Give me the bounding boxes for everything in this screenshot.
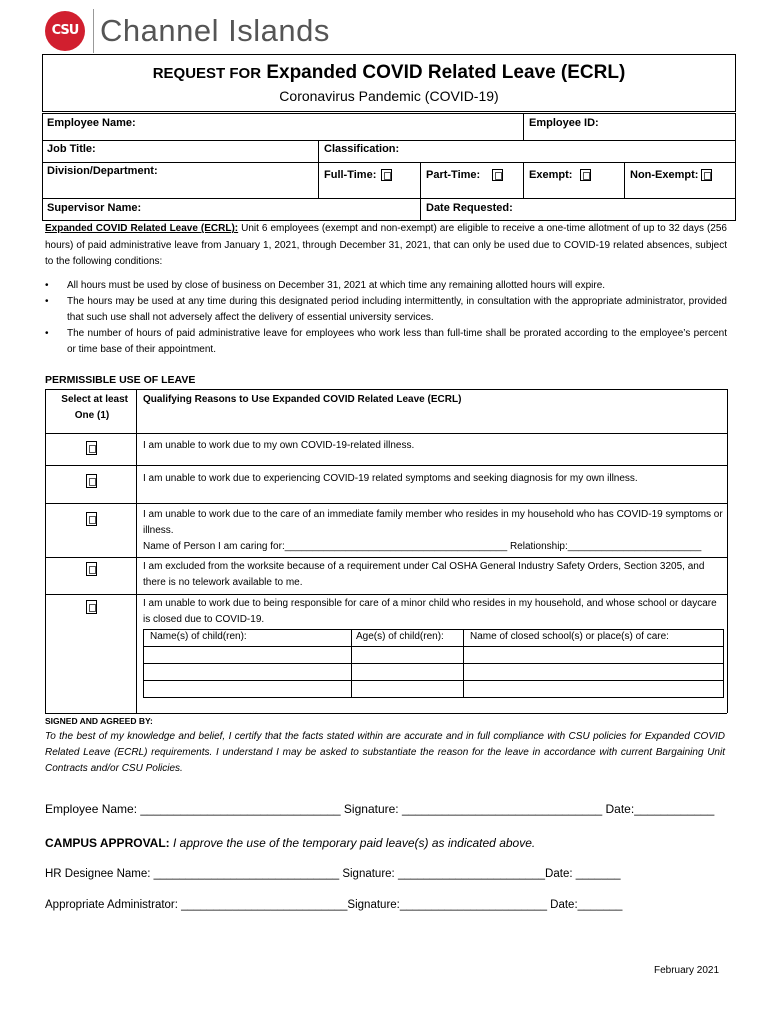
child-name-header: Name(s) of child(ren): [150, 631, 247, 642]
employee-id-field[interactable]: Employee ID: [529, 117, 599, 129]
hr-designee-line[interactable]: HR Designee Name: _____________________________ Signature: _______________________Date: _______ [45, 868, 621, 880]
reason-5-text: I am unable to work due to being responsible for care of a minor child who resides in my household, and whose school or daycare is closed due to COVID-19. [143, 598, 717, 625]
csu-seal-icon: CSU [45, 11, 85, 51]
campus-approval: CAMPUS APPROVAL: I approve the use of the temporary paid leave(s) as indicated above. [45, 836, 536, 850]
employee-name-field[interactable]: Employee Name: [47, 117, 136, 129]
reason-2-text: I am unable to work due to experiencing COVID-19 related symptoms and seeking diagnosis for my own illness. [143, 473, 638, 484]
full-time-option[interactable]: Full-Time: [319, 166, 397, 184]
reason-1-checkbox[interactable] [86, 441, 97, 455]
job-title-field[interactable]: Job Title: [47, 143, 96, 155]
supervisor-field[interactable]: Supervisor Name: [47, 202, 142, 214]
full-time-checkbox[interactable] [381, 169, 392, 181]
form-subtitle: Coronavirus Pandemic (COVID-19) [279, 88, 499, 104]
exempt-option[interactable]: Exempt: [524, 166, 596, 184]
reason-2-checkbox[interactable] [86, 474, 97, 488]
administrator-line[interactable]: Appropriate Administrator: __________________________Signature:_______________________ Date:_______ [45, 899, 623, 911]
permissible-use-heading: PERMISSIBLE USE OF LEAVE [45, 374, 196, 386]
condition-item: • All hours must be used by close of business on December 31, 2021 at which time any remaining allotted hours will expire. [45, 278, 727, 294]
part-time-checkbox[interactable] [492, 169, 503, 181]
exempt-checkbox[interactable] [580, 169, 591, 181]
form-date: February 2021 [654, 965, 720, 976]
conditions-list [45, 278, 727, 358]
reason-3-text: I am unable to work due to the care of an immediate family member who resides in my household who has COVID-19 symptoms or illness. Name of Person I am caring for:________________________________________ Relationship:________________________ [143, 507, 723, 555]
part-time-option[interactable]: Part-Time: [421, 166, 508, 184]
institution-name: Channel Islands [100, 13, 330, 48]
title-box [42, 54, 736, 112]
certification-statement: To the best of my knowledge and belief, I certify that the facts stated within are accurate and in full compliance with CSU policies for Expanded COVID Related Leave (ECRL) requirements. I understand I may be asked to substantiate the reason for the leave in accordance with current Bargaining Unit Contracts and/or CSU Policies. [45, 731, 725, 774]
csu-logo [45, 9, 330, 53]
non-exempt-option[interactable]: Non-Exempt: [625, 166, 717, 184]
reason-5-checkbox[interactable] [86, 600, 97, 614]
date-requested-field[interactable]: Date Requested: [426, 202, 513, 214]
signed-agreed-heading: SIGNED AND AGREED BY: [45, 716, 153, 726]
reason-3-checkbox[interactable] [86, 512, 97, 526]
condition-item: • The hours may be used at any time during this designated period including intermittently, in consultation with the appropriate administrator, provided that such use shall not adversely affect the delivery of essential university services. [45, 294, 727, 326]
school-name-header: Name of closed school(s) or place(s) of care: [470, 631, 669, 642]
reason-4-checkbox[interactable] [86, 562, 97, 576]
reasons-column-header: Qualifying Reasons to Use Expanded COVID Related Leave (ECRL) [143, 394, 462, 405]
division-field[interactable]: Division/Department: [47, 165, 158, 177]
non-exempt-checkbox[interactable] [701, 169, 712, 181]
logo-divider [93, 9, 94, 53]
caring-for-line[interactable]: Name of Person I am caring for:________________________________________ Relationship:________________________ [143, 541, 702, 552]
ecrl-intro: Expanded COVID Related Leave (ECRL): Unit 6 employees (exempt and non-exempt) are eligible to receive a one-time allotment of up to 32 days (256 hours) of paid administrative leave from January 1, 2021, through December 31, 2021, that can only be used due to COVID-19 related absences, subject to the following conditions: [45, 223, 727, 267]
form-title: REQUEST FOR Expanded COVID Related Leave (ECRL) [152, 62, 626, 83]
employee-signature-line[interactable]: Employee Name: ______________________________ Signature: ______________________________ Date:____________ [45, 802, 715, 816]
reason-4-text: I am excluded from the worksite because of a requirement under Cal OSHA General Industry Safety Orders, Section 3205, and there is no telework available to me. [143, 561, 705, 588]
child-age-header: Age(s) of child(ren): [356, 631, 444, 642]
reason-1-text: I am unable to work due to my own COVID-19-related illness. [143, 440, 415, 451]
condition-item: • The number of hours of paid administrative leave for employees who work less than full-time shall be prorated according to the employee’s percent or time base of their appointment. [45, 326, 727, 358]
select-column-header: Select at least One (1) [61, 394, 128, 421]
classification-label: Classification: [324, 143, 400, 155]
